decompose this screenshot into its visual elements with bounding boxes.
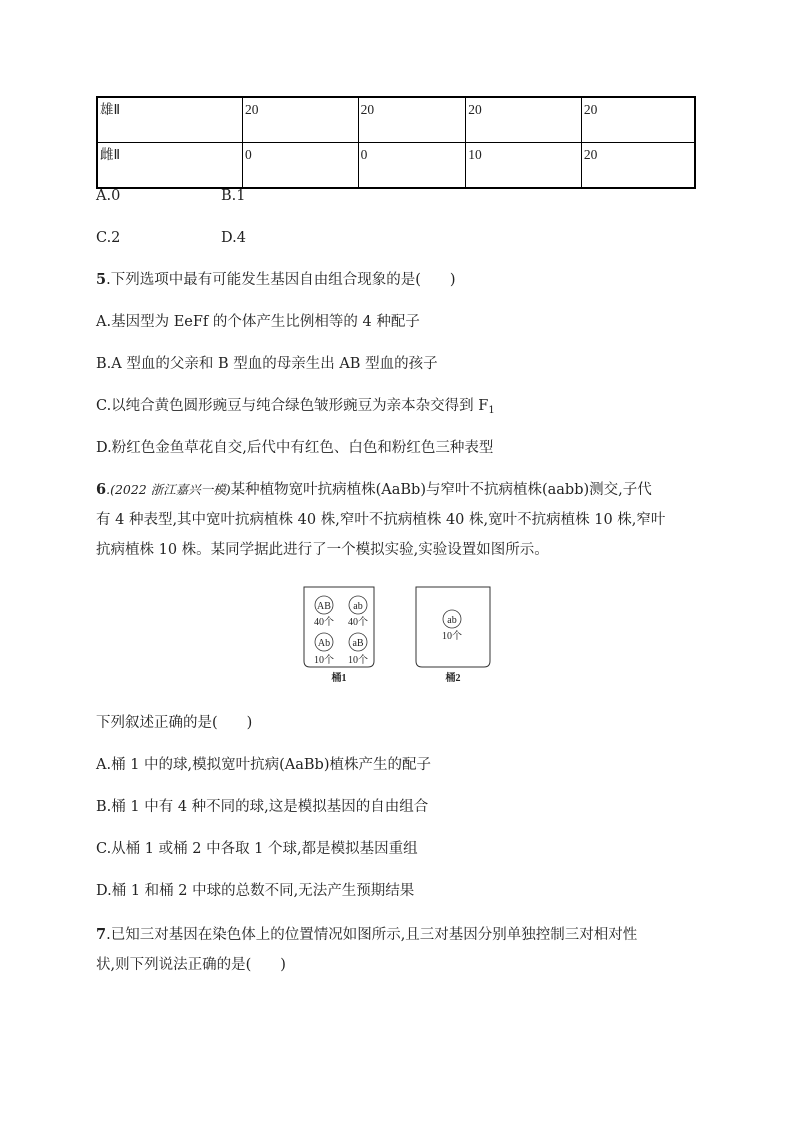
ball-count: 10个 xyxy=(442,631,462,642)
ball-label: ab xyxy=(447,615,457,626)
q6-question: 下列叙述正确的是( ) xyxy=(96,715,253,731)
table-row xyxy=(97,97,695,143)
q7-stem-line2: 状,则下列说法正确的是( ) xyxy=(96,957,286,973)
question-number: 6 xyxy=(96,481,107,498)
q5-stem xyxy=(96,270,456,290)
question-number: 5 xyxy=(96,271,107,288)
subscript: 1 xyxy=(488,405,495,416)
table-cell: 10 xyxy=(466,143,582,189)
q5-option-c xyxy=(96,396,495,421)
ball-count: 10个 xyxy=(314,655,334,666)
row-label: 雌Ⅱ xyxy=(97,143,242,189)
table-cell: 20 xyxy=(581,143,695,189)
bucket-2-outline xyxy=(416,587,490,667)
q4-option-c: C.2 xyxy=(96,230,121,246)
q7-stem xyxy=(96,925,637,945)
option-text: C.以纯合黄色圆形豌豆与纯合绿色皱形豌豆为亲本杂交得到 F xyxy=(96,398,489,414)
q6-option-d: D.桶 1 和桶 2 中球的总数不同,无法产生预期结果 xyxy=(96,883,415,899)
q6-stem-line2: 有 4 种表型,其中宽叶抗病植株 40 株,窄叶不抗病植株 40 株,宽叶不抗病植株 10 株,窄叶 xyxy=(96,512,666,528)
q4-option-b: B.1 xyxy=(221,188,246,204)
q6-option-a: A.桶 1 中的球,模拟宽叶抗病(AaBb)植株产生的配子 xyxy=(96,757,431,773)
ball-label: AB xyxy=(317,601,331,612)
question-text: .已知三对基因在染色体上的位置情况如图所示,且三对基因分别单独控制三对相对性 xyxy=(106,927,638,943)
q6-stem xyxy=(96,480,652,500)
table-cell: 20 xyxy=(242,97,358,143)
q4-option-a: A.0 xyxy=(96,188,121,204)
table-cell: 0 xyxy=(242,143,358,189)
bucket-1-label: 桶1 xyxy=(331,673,347,684)
ball-count: 10个 xyxy=(348,655,368,666)
q6-option-b: B.桶 1 中有 4 种不同的球,这是模拟基因的自由组合 xyxy=(96,799,429,815)
q5-option-d: D.粉红色金鱼草花自交,后代中有红色、白色和粉红色三种表型 xyxy=(96,440,494,456)
table-cell: 0 xyxy=(358,143,466,189)
ball-count: 40个 xyxy=(348,617,368,628)
question-text: .下列选项中最有可能发生基因自由组合现象的是( ) xyxy=(106,272,456,288)
bucket-2-label: 桶2 xyxy=(445,673,461,684)
q4-option-d: D.4 xyxy=(221,230,246,246)
question-number: 7 xyxy=(96,926,107,943)
ball-count: 40个 xyxy=(314,617,334,628)
bucket-figure xyxy=(300,585,500,685)
question-source: .(2022 浙江嘉兴一模) xyxy=(106,482,231,497)
ball-label: ab xyxy=(353,601,363,612)
table-cell: 20 xyxy=(581,97,695,143)
table-cell: 20 xyxy=(466,97,582,143)
table-cell: 20 xyxy=(358,97,466,143)
data-table xyxy=(96,96,696,189)
ball-label: aB xyxy=(352,638,364,649)
ball-label: Ab xyxy=(317,638,331,649)
row-label: 雄Ⅱ xyxy=(97,97,242,143)
q5-option-b: B.A 型血的父亲和 B 型血的母亲生出 AB 型血的孩子 xyxy=(96,356,438,372)
q6-option-c: C.从桶 1 或桶 2 中各取 1 个球,都是模拟基因重组 xyxy=(96,841,418,857)
question-text: 某种植物宽叶抗病植株(AaBb)与窄叶不抗病植株(aabb)测交,子代 xyxy=(230,482,652,498)
table-row xyxy=(97,143,695,189)
q6-stem-line3: 抗病植株 10 株。某同学据此进行了一个模拟实验,实验设置如图所示。 xyxy=(96,542,549,558)
q5-option-a: A.基因型为 EeFf 的个体产生比例相等的 4 种配子 xyxy=(96,314,420,330)
